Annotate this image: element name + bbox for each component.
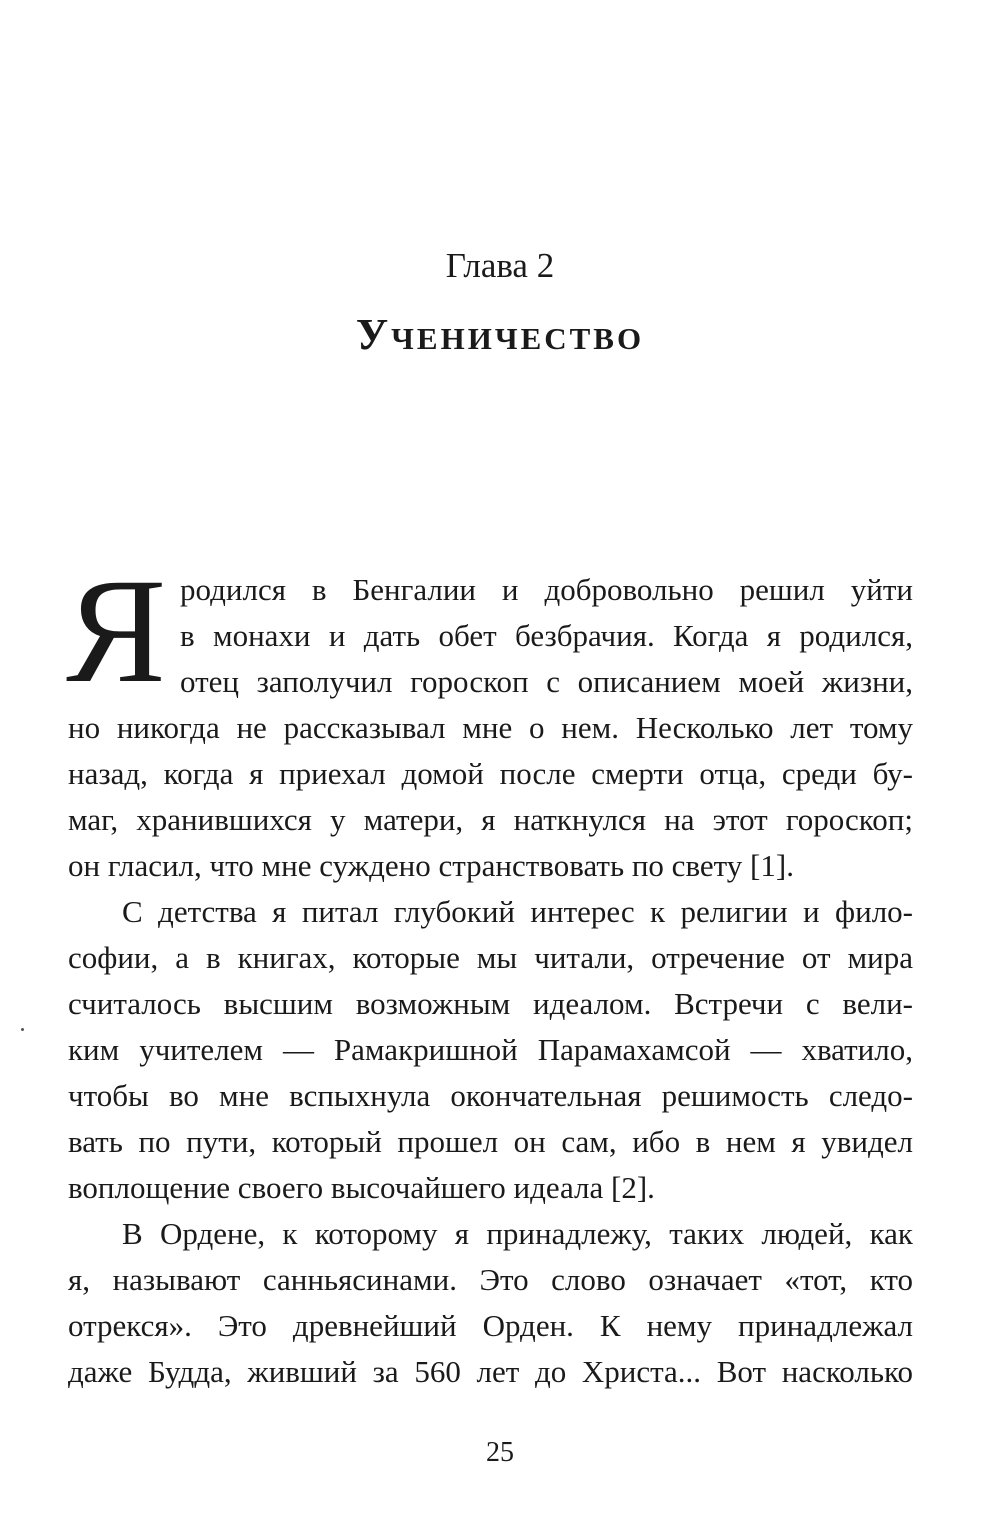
body-line: в монахи и дать обет безбрачия. Когда я родился, <box>180 618 913 653</box>
body-line: софии, а в книгах, которые мы читали, отречение от мира <box>68 940 913 975</box>
body-line: маг, хранившихся у матери, я наткнулся на этот гороскоп; <box>68 802 913 837</box>
drop-cap: Я <box>66 548 167 714</box>
body-line: чтобы во мне вспыхнула окончательная решимость следо- <box>68 1078 913 1113</box>
body-line: отец заполучил гороскоп с описанием моей жизни, <box>180 664 913 699</box>
body-line: С детства я питал глубокий интерес к религии и фило- <box>122 894 913 929</box>
body-line: даже Будда, живший за 560 лет до Христа... Вот насколько <box>68 1354 913 1389</box>
body-line: В Ордене, к которому я принадлежу, таких людей, как <box>122 1216 913 1251</box>
chapter-title: Ученичество <box>355 310 645 359</box>
body-line: назад, когда я приехал домой после смерти отца, среди бу- <box>68 756 913 791</box>
body-line: воплощение своего высочайшего идеала [2]. <box>68 1170 655 1205</box>
page-number: 25 <box>486 1437 514 1468</box>
chapter-label: Глава 2 <box>445 246 555 285</box>
body-line: родился в Бенгалии и добровольно решил уйти <box>180 572 913 607</box>
body-line: но никогда не рассказывал мне о нем. Несколько лет тому <box>68 710 913 745</box>
scan-speck <box>21 1028 24 1031</box>
body-line: ким учителем — Рамакришной Парамахамсой — хватило, <box>68 1032 913 1067</box>
body-line: считалось высшим возможным идеалом. Встречи с вели- <box>68 986 913 1021</box>
body-line: я, называют санньясинами. Это слово означает «тот, кто <box>68 1262 913 1297</box>
body-line: вать по пути, который прошел он сам, ибо в нем я увидел <box>68 1124 913 1159</box>
body-line: отрекся». Это древнейший Орден. К нему принадлежал <box>68 1308 913 1343</box>
body-line: он гласил, что мне суждено странствовать по свету [1]. <box>68 848 794 883</box>
